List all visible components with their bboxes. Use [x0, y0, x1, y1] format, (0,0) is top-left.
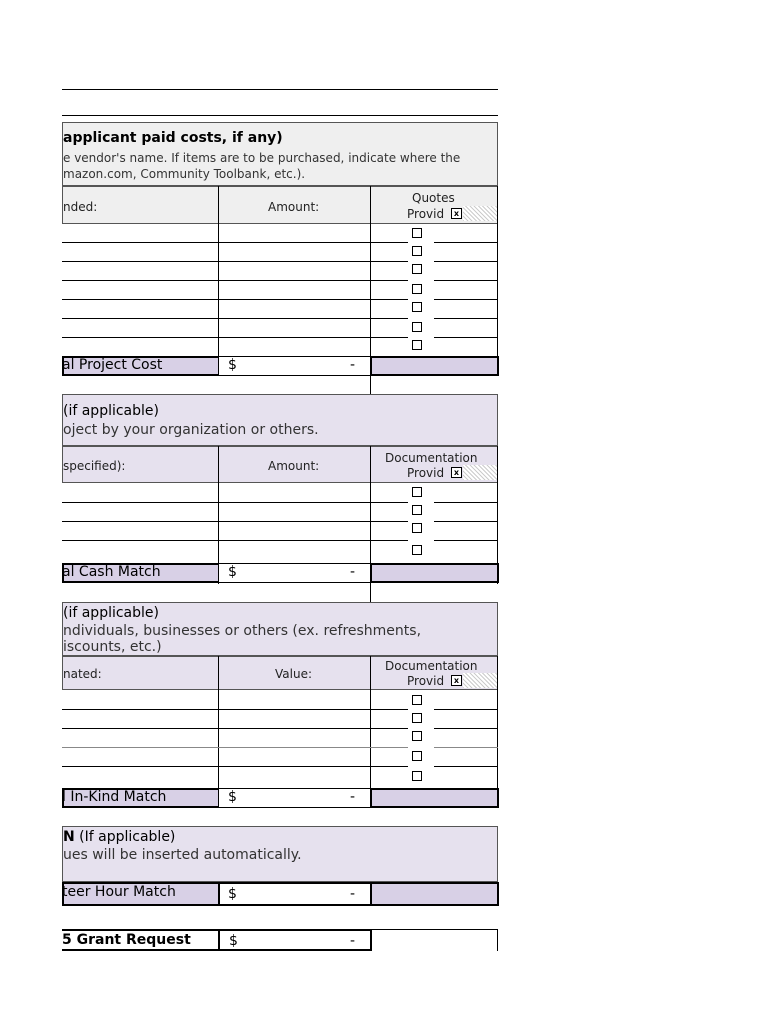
grant-request-label: 5 Grant Request: [62, 932, 191, 948]
section2-col-amount: Amount:: [268, 459, 320, 473]
grant-request-value[interactable]: -: [350, 933, 356, 949]
quote-checkbox[interactable]: [412, 264, 422, 274]
vline: [218, 788, 219, 808]
quote-checkbox[interactable]: [412, 322, 422, 332]
section1-col-quotes: Quotes: [412, 191, 455, 205]
vline: [218, 882, 220, 906]
section3-desc-2: iscounts, etc.): [63, 639, 162, 655]
section1-title: applicant paid costs, if any): [63, 130, 283, 146]
section3-col-headers: [62, 656, 498, 690]
section2-col-description: specified):: [63, 459, 126, 473]
section1-header: [62, 122, 498, 186]
section1-desc-1: e vendor's name. If items are to be purchased, indicate where the: [63, 151, 461, 165]
quote-checkbox[interactable]: [412, 302, 422, 312]
documentation-checkbox[interactable]: [412, 695, 422, 705]
section2-title: (if applicable): [63, 403, 159, 419]
total-inkind-match-cell: [218, 789, 370, 807]
total-cash-match-cell: [218, 564, 370, 582]
section3-desc-1: ndividuals, businesses or others (ex. refreshments,: [63, 623, 422, 639]
section2-desc: oject by your organization or others.: [63, 422, 319, 438]
quote-checkbox[interactable]: [412, 228, 422, 238]
documentation-checkbox[interactable]: [412, 771, 422, 781]
volunteer-hour-match-cell: [218, 884, 370, 904]
total-inkind-match-value[interactable]: -: [350, 789, 356, 805]
section3-col-provided: Provid: [407, 674, 445, 688]
top-rule: [62, 89, 498, 90]
documentation-checkbox[interactable]: [412, 731, 422, 741]
documentation-checkbox[interactable]: [412, 487, 422, 497]
total-project-cost-value[interactable]: -: [350, 357, 356, 373]
dollar-sign: $: [229, 933, 238, 949]
total-cash-match-value[interactable]: -: [350, 564, 356, 580]
vline: [370, 356, 372, 376]
section1-col-headers: [62, 186, 498, 224]
section1-desc-2: mazon.com, Community Toolbank, etc.).: [63, 167, 306, 181]
header-checkbox-icon[interactable]: x: [451, 467, 462, 478]
section1-vline-3: [497, 186, 498, 376]
section3-header: [62, 602, 498, 656]
grant-request-value-cell: [218, 929, 372, 951]
section4-header: [62, 826, 498, 882]
grant-request-top-rule: [372, 929, 498, 930]
documentation-checkbox[interactable]: [412, 713, 422, 723]
grant-request-label-cell: [62, 929, 218, 951]
dollar-sign: $: [228, 789, 237, 805]
vline: [218, 356, 219, 376]
total-project-cost-label: al Project Cost: [62, 357, 163, 373]
header-checkbox-icon[interactable]: x: [451, 208, 462, 219]
section4-title: [63, 829, 175, 845]
header-checkbox-icon[interactable]: x: [451, 675, 462, 686]
vline: [370, 788, 372, 808]
dollar-sign: $: [228, 886, 237, 902]
volunteer-hour-match-value[interactable]: -: [350, 886, 356, 902]
section2-col-documentation: Documentation: [385, 451, 478, 465]
section3-vline-1: [218, 656, 219, 808]
section1-vline-1: [218, 186, 219, 376]
dollar-sign: $: [228, 564, 237, 580]
documentation-checkbox[interactable]: [412, 751, 422, 761]
section2-col-provided: Provid: [407, 466, 445, 480]
section4-title-rest: (If applicable): [74, 829, 176, 845]
volunteer-hour-match-label: teer Hour Match: [62, 884, 176, 900]
documentation-checkbox[interactable]: [412, 505, 422, 515]
quote-checkbox[interactable]: [412, 284, 422, 294]
top-rule-2: [62, 115, 498, 116]
section4-title-bold: N: [63, 829, 75, 845]
dollar-sign: $: [228, 357, 237, 373]
section3-vline-3: [497, 656, 498, 808]
quote-checkbox[interactable]: [412, 246, 422, 256]
section3-col-value: Value:: [275, 667, 312, 681]
section3-title: (if applicable): [63, 605, 159, 621]
section4-desc: ues will be inserted automatically.: [63, 847, 302, 863]
vline: [370, 882, 372, 906]
quote-checkbox[interactable]: [412, 340, 422, 350]
documentation-checkbox[interactable]: [412, 545, 422, 555]
header-hatch: [463, 206, 498, 221]
total-cash-match-label: al Cash Match: [62, 564, 161, 580]
total-project-cost-cell: [218, 357, 370, 375]
documentation-checkbox[interactable]: [412, 523, 422, 533]
vline: [218, 563, 219, 583]
header-hatch: [463, 465, 498, 480]
vline: [370, 563, 372, 583]
grant-request-right-edge: [497, 929, 498, 951]
section3-col-documentation: Documentation: [385, 659, 478, 673]
section1-col-description: nded:: [63, 200, 98, 214]
section2-header: [62, 394, 498, 446]
section3-col-description: nated:: [63, 667, 102, 681]
section1-col-amount: Amount:: [268, 200, 320, 214]
total-inkind-match-label: l In-Kind Match: [62, 789, 167, 805]
header-hatch: [463, 673, 498, 688]
section2-col-headers: [62, 446, 498, 483]
section3-vline-2: [370, 656, 371, 808]
section1-col-provided: Provid: [407, 207, 445, 221]
